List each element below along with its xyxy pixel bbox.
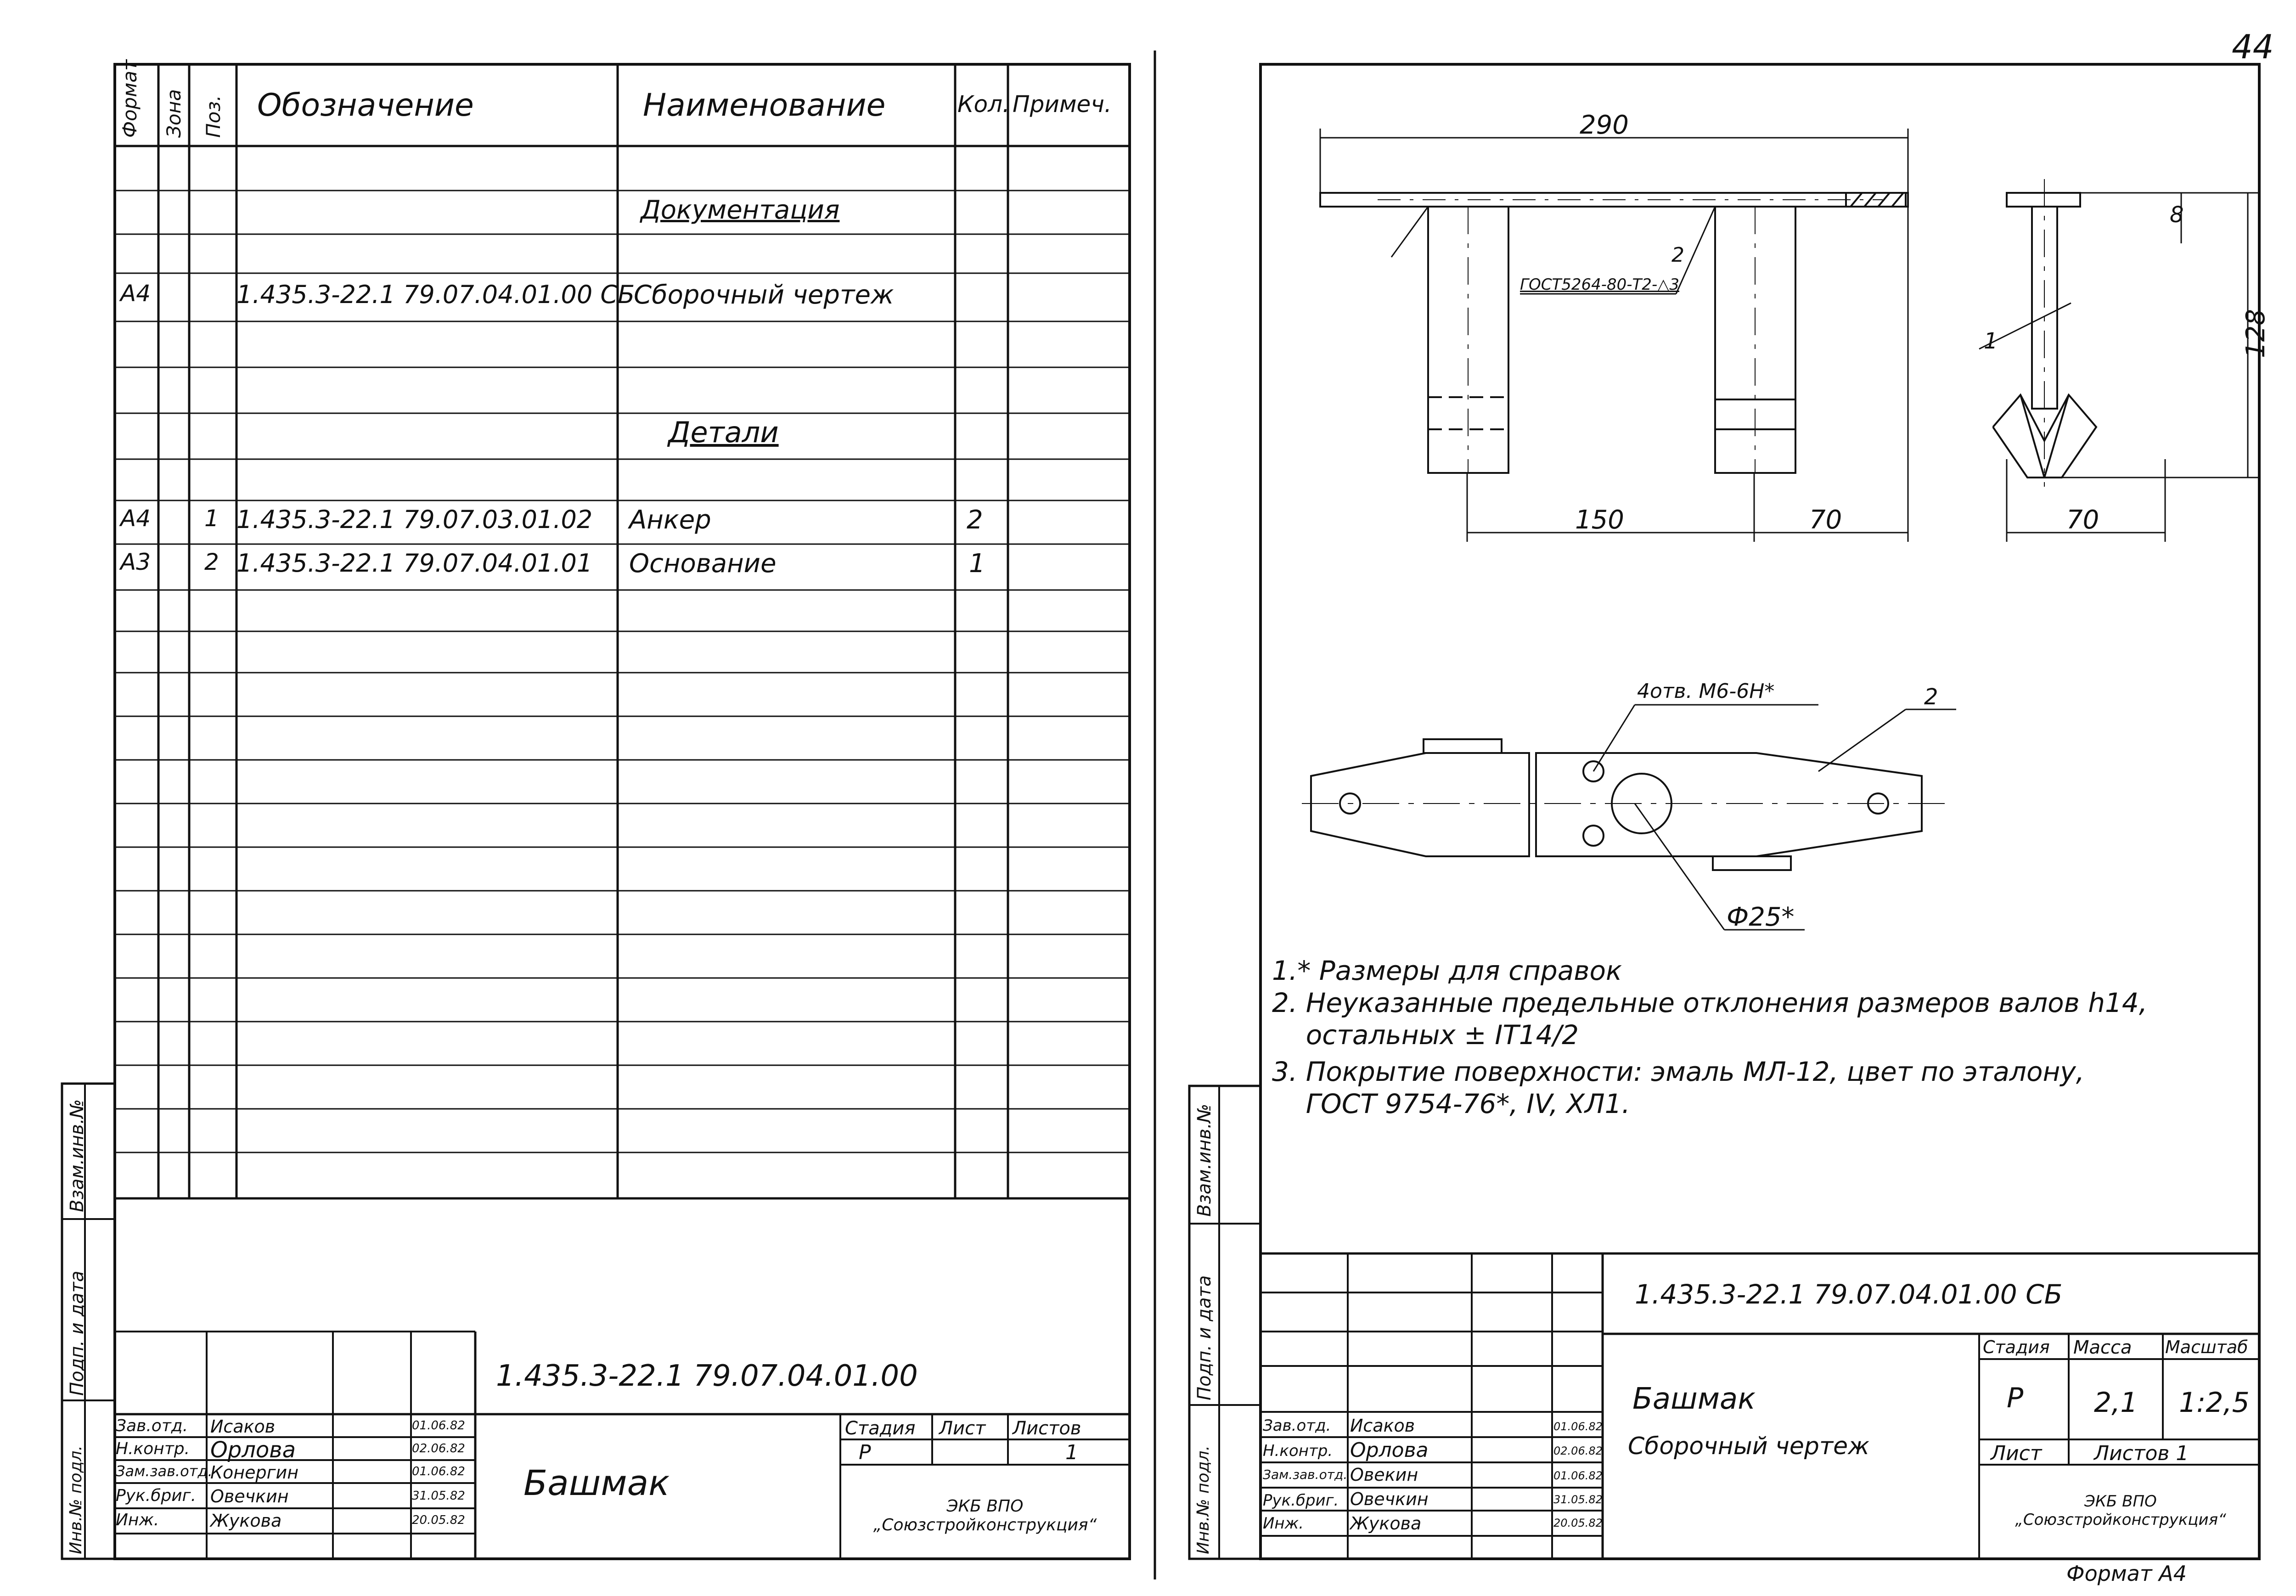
side-label-inv: Инв.№ подл. (67, 1445, 85, 1554)
role: Зам.зав.отд. (1263, 1467, 1348, 1482)
side-view (1979, 179, 2259, 542)
title-code: 1.435.3-22.1 79.07.04.01.00 (496, 1359, 918, 1393)
note-line: 1.* Размеры для справок (1272, 955, 1622, 986)
header-pos: Поз. (202, 95, 225, 138)
row-qty: 2 (967, 505, 983, 535)
signer-name: Конергин (210, 1462, 299, 1483)
pos-1-callout: 1 (1984, 328, 1998, 354)
row-format: А4 (120, 505, 151, 532)
page-number: 44 (2232, 28, 2274, 66)
side-label-replace: Взам.инв.№ (1194, 1103, 1215, 1217)
pos-2-callout: 2 (1671, 243, 1684, 267)
sign-date: 31.05.82 (1553, 1493, 1603, 1506)
sign-date: 01.06.82 (412, 1465, 465, 1478)
stage-value: Р (2007, 1382, 2024, 1414)
row-designation: 1.435.3-22.1 79.07.04.01.01 (236, 549, 593, 578)
sign-date: 01.06.82 (1553, 1420, 1603, 1433)
note-line: 2. Неуказанные предельные отклонения размеров валов h14, (1272, 987, 2148, 1018)
dim-70-side: 70 (2066, 505, 2099, 535)
signer-name: Орлова (1350, 1439, 1429, 1462)
signer-name: Жукова (210, 1511, 282, 1531)
scale-value: 1:2,5 (2179, 1387, 2250, 1419)
sign-date: 01.06.82 (1553, 1469, 1603, 1482)
dim-8: 8 (2170, 202, 2184, 228)
signer-name: Исаков (1350, 1416, 1415, 1436)
signer-name: Овекин (1350, 1465, 1418, 1485)
signer-name: Исаков (210, 1416, 276, 1437)
row-pos: 2 (204, 549, 219, 575)
role: Рук.бриг. (1263, 1491, 1339, 1510)
role: Зав.отд. (116, 1416, 188, 1435)
front-view (1320, 129, 1908, 542)
role: Н.контр. (116, 1439, 190, 1458)
section-documentation: Документация (641, 195, 840, 225)
header-designation: Обозначение (257, 87, 474, 124)
role: Рук.бриг. (116, 1486, 197, 1505)
header-note: Примеч. (1013, 91, 1112, 118)
row-designation: 1.435.3-22.1 79.07.03.01.02 (236, 505, 593, 534)
role: Зам.зав.отд. (116, 1462, 213, 1480)
dim-150: 150 (1575, 505, 1624, 535)
signer-name: Овечкин (1350, 1489, 1429, 1509)
plan-view (1302, 705, 1956, 930)
organization: ЭКБ ВПО „Союзстройконструкция“ (2015, 1492, 2226, 1529)
sign-date: 20.05.82 (412, 1513, 465, 1527)
weld-symbol: ГОСТ5264-80-Т2-△3 (1520, 275, 1679, 294)
role: Инж. (116, 1511, 159, 1529)
row-format: А4 (120, 280, 151, 307)
dim-70: 70 (1809, 505, 1842, 535)
role: Н.контр. (1263, 1442, 1333, 1460)
note-line: ГОСТ 9754-76*, IV, ХЛ1. (1272, 1088, 1630, 1119)
row-designation: 1.435.3-22.1 79.07.04.01.00 СБ (236, 280, 635, 309)
sheets-value: 1 (1065, 1441, 1078, 1464)
sign-date: 02.06.82 (1553, 1444, 1603, 1457)
sheets-label: Листов (1013, 1418, 1081, 1439)
role: Зав.отд. (1263, 1416, 1331, 1435)
section-details: Детали (668, 416, 779, 449)
row-name: Основание (629, 549, 777, 579)
sign-date: 01.06.82 (412, 1419, 465, 1433)
pos-2-plan: 2 (1924, 684, 1938, 710)
note-line: 3. Покрытие поверхности: эмаль МЛ-12, цвет по эталону, (1272, 1056, 2085, 1087)
holes-callout: 4отв. М6-6Н* (1637, 680, 1775, 703)
header-qty: Кол. (957, 91, 1010, 118)
title-subtitle: Сборочный чертеж (1628, 1433, 1869, 1460)
scale-label: Масштаб (2165, 1337, 2248, 1357)
mass-value: 2,1 (2094, 1387, 2138, 1419)
side-label-inv: Инв.№ подл. (1194, 1445, 1213, 1554)
role: Инж. (1263, 1514, 1304, 1533)
signer-name: Жукова (1350, 1513, 1422, 1534)
header-format: Формат (118, 59, 141, 138)
header-zone: Зона (163, 89, 185, 138)
side-label-sign: Подп. и дата (67, 1270, 88, 1396)
dim-128: 128 (2241, 309, 2271, 358)
sheets-label: Листов 1 (2094, 1442, 2189, 1465)
stage-label: Стадия (1983, 1337, 2050, 1357)
title-code: 1.435.3-22.1 79.07.04.01.00 СБ (1635, 1279, 2063, 1310)
sign-date: 20.05.82 (1553, 1517, 1603, 1529)
sign-date: 31.05.82 (412, 1489, 465, 1503)
row-qty: 1 (969, 549, 985, 579)
format-label: Формат А4 (2066, 1561, 2187, 1586)
sheet-label: Лист (939, 1418, 986, 1439)
side-label-sign: Подп. и дата (1194, 1275, 1215, 1400)
dim-290: 290 (1580, 110, 1629, 140)
sign-date: 02.06.82 (412, 1442, 465, 1456)
title-name: Башмак (523, 1462, 670, 1503)
stage-value: Р (859, 1441, 871, 1464)
row-pos: 1 (204, 505, 219, 532)
diameter-callout: Ф25* (1727, 902, 1795, 932)
row-name: Сборочный чертеж (634, 280, 894, 310)
title-name: Башмак (1632, 1382, 1756, 1416)
sheet-label: Лист (1991, 1442, 2042, 1465)
side-label-replace: Взам.инв.№ (67, 1099, 88, 1212)
row-format: А3 (120, 549, 151, 575)
stage-label: Стадия (845, 1418, 916, 1439)
organization: ЭКБ ВПО „Союзстройконструкция“ (873, 1497, 1097, 1534)
row-name: Анкер (629, 505, 711, 535)
header-name: Наименование (643, 87, 886, 124)
signer-name: Овечкин (210, 1486, 289, 1506)
signer-name: Орлова (210, 1437, 296, 1463)
mass-label: Масса (2073, 1337, 2132, 1358)
note-line: остальных ± IT14/2 (1272, 1019, 1579, 1051)
